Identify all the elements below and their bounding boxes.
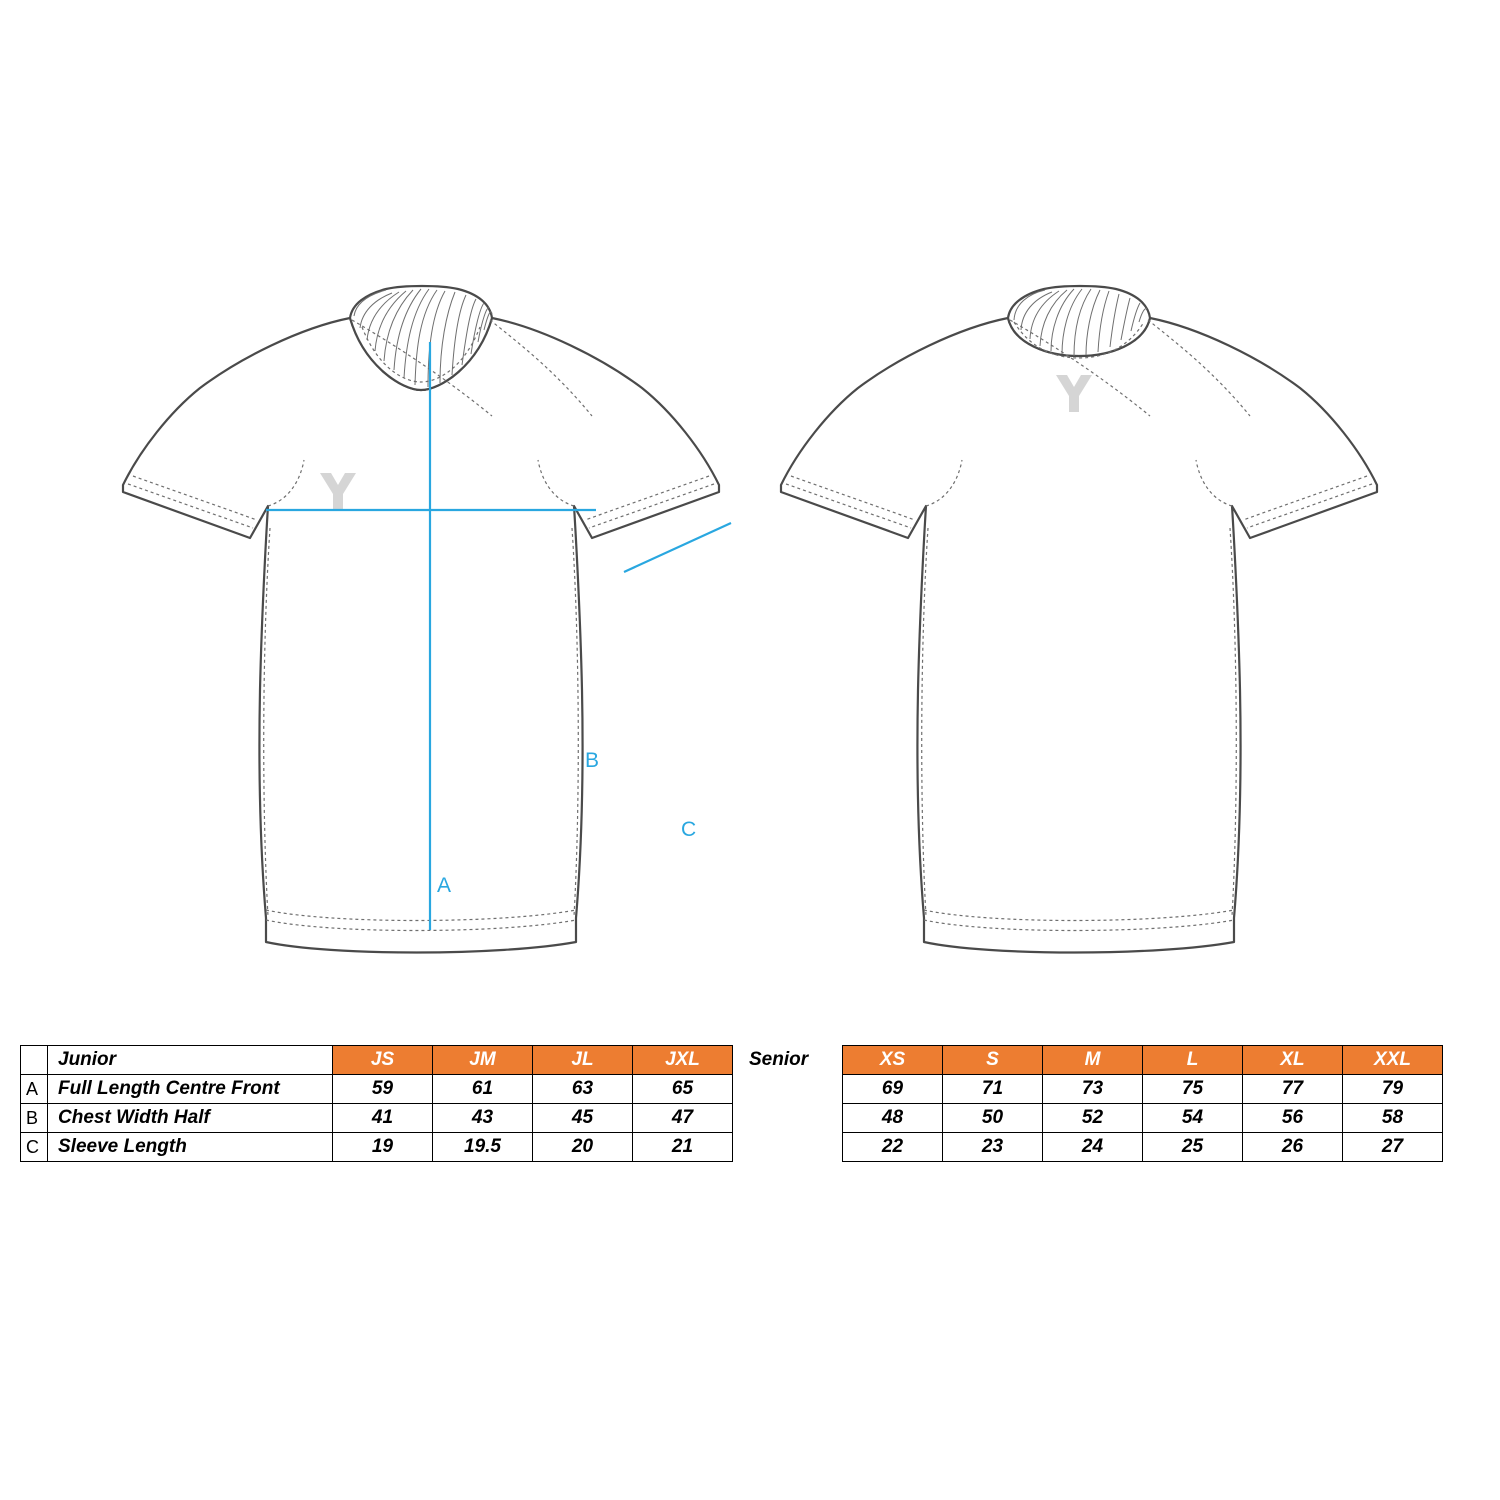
senior-size-l: L bbox=[1143, 1046, 1243, 1075]
cell-c-jxl: 21 bbox=[633, 1133, 733, 1162]
cell-c-jm: 19.5 bbox=[433, 1133, 533, 1162]
size-table bbox=[20, 1045, 1443, 1162]
cell-c-m: 24 bbox=[1043, 1133, 1143, 1162]
front-body-outline bbox=[123, 318, 719, 953]
table-row bbox=[21, 1075, 1443, 1104]
cell-b-m: 52 bbox=[1043, 1104, 1143, 1133]
cell-b-xs: 48 bbox=[843, 1104, 943, 1133]
cell-c-xl: 26 bbox=[1243, 1133, 1343, 1162]
junior-size-js: JS bbox=[333, 1046, 433, 1075]
junior-size-jxl: JXL bbox=[633, 1046, 733, 1075]
row-b-spacer bbox=[733, 1104, 843, 1133]
callout-label-b: B bbox=[585, 749, 600, 772]
table-row bbox=[21, 1104, 1443, 1133]
cell-a-l: 75 bbox=[1143, 1075, 1243, 1104]
cell-b-jm: 43 bbox=[433, 1104, 533, 1133]
senior-size-xxl: XXL bbox=[1343, 1046, 1443, 1075]
header-key-cell bbox=[21, 1046, 48, 1075]
cell-a-xl: 77 bbox=[1243, 1075, 1343, 1104]
row-key-c: C bbox=[21, 1133, 48, 1162]
junior-size-jm: JM bbox=[433, 1046, 533, 1075]
size-chart bbox=[20, 1045, 1480, 1162]
cell-b-jl: 45 bbox=[533, 1104, 633, 1133]
senior-size-xs: XS bbox=[843, 1046, 943, 1075]
cell-b-s: 50 bbox=[943, 1104, 1043, 1133]
row-label-b: Chest Width Half bbox=[48, 1104, 333, 1133]
senior-size-xl: XL bbox=[1243, 1046, 1343, 1075]
callout-label-a: A bbox=[437, 874, 452, 897]
cell-a-m: 73 bbox=[1043, 1075, 1143, 1104]
cell-c-xs: 22 bbox=[843, 1133, 943, 1162]
shirt-illustrations bbox=[0, 270, 1500, 990]
cell-a-s: 71 bbox=[943, 1075, 1043, 1104]
cell-c-xxl: 27 bbox=[1343, 1133, 1443, 1162]
cell-c-jl: 20 bbox=[533, 1133, 633, 1162]
cell-b-js: 41 bbox=[333, 1104, 433, 1133]
row-label-c: Sleeve Length bbox=[48, 1133, 333, 1162]
senior-group-label: Senior bbox=[749, 1049, 809, 1070]
row-a-spacer bbox=[733, 1075, 843, 1104]
measure-line-C bbox=[624, 523, 731, 572]
row-key-b: B bbox=[21, 1104, 48, 1133]
cell-a-xs: 69 bbox=[843, 1075, 943, 1104]
cell-b-l: 54 bbox=[1143, 1104, 1243, 1133]
row-c-spacer bbox=[733, 1133, 843, 1162]
shirt-svg bbox=[0, 270, 1500, 990]
cell-b-xl: 56 bbox=[1243, 1104, 1343, 1133]
cell-a-jm: 61 bbox=[433, 1075, 533, 1104]
cell-b-xxl: 58 bbox=[1343, 1104, 1443, 1133]
cell-c-js: 19 bbox=[333, 1133, 433, 1162]
back-view bbox=[781, 286, 1377, 953]
cell-a-xxl: 79 bbox=[1343, 1075, 1443, 1104]
row-label-a: Full Length Centre Front bbox=[48, 1075, 333, 1104]
senior-size-m: M bbox=[1043, 1046, 1143, 1075]
junior-size-jl: JL bbox=[533, 1046, 633, 1075]
callout-label-c: C bbox=[681, 818, 697, 841]
cell-c-s: 23 bbox=[943, 1133, 1043, 1162]
front-view bbox=[123, 286, 731, 953]
back-body-outline bbox=[781, 318, 1377, 953]
table-row bbox=[21, 1133, 1443, 1162]
row-key-a: A bbox=[21, 1075, 48, 1104]
cell-a-jxl: 65 bbox=[633, 1075, 733, 1104]
cell-c-l: 25 bbox=[1143, 1133, 1243, 1162]
table-header-row bbox=[21, 1046, 1443, 1075]
cell-a-jl: 63 bbox=[533, 1075, 633, 1104]
cell-a-js: 59 bbox=[333, 1075, 433, 1104]
junior-group-label: Junior bbox=[48, 1046, 333, 1075]
senior-size-s: S bbox=[943, 1046, 1043, 1075]
cell-b-jxl: 47 bbox=[633, 1104, 733, 1133]
